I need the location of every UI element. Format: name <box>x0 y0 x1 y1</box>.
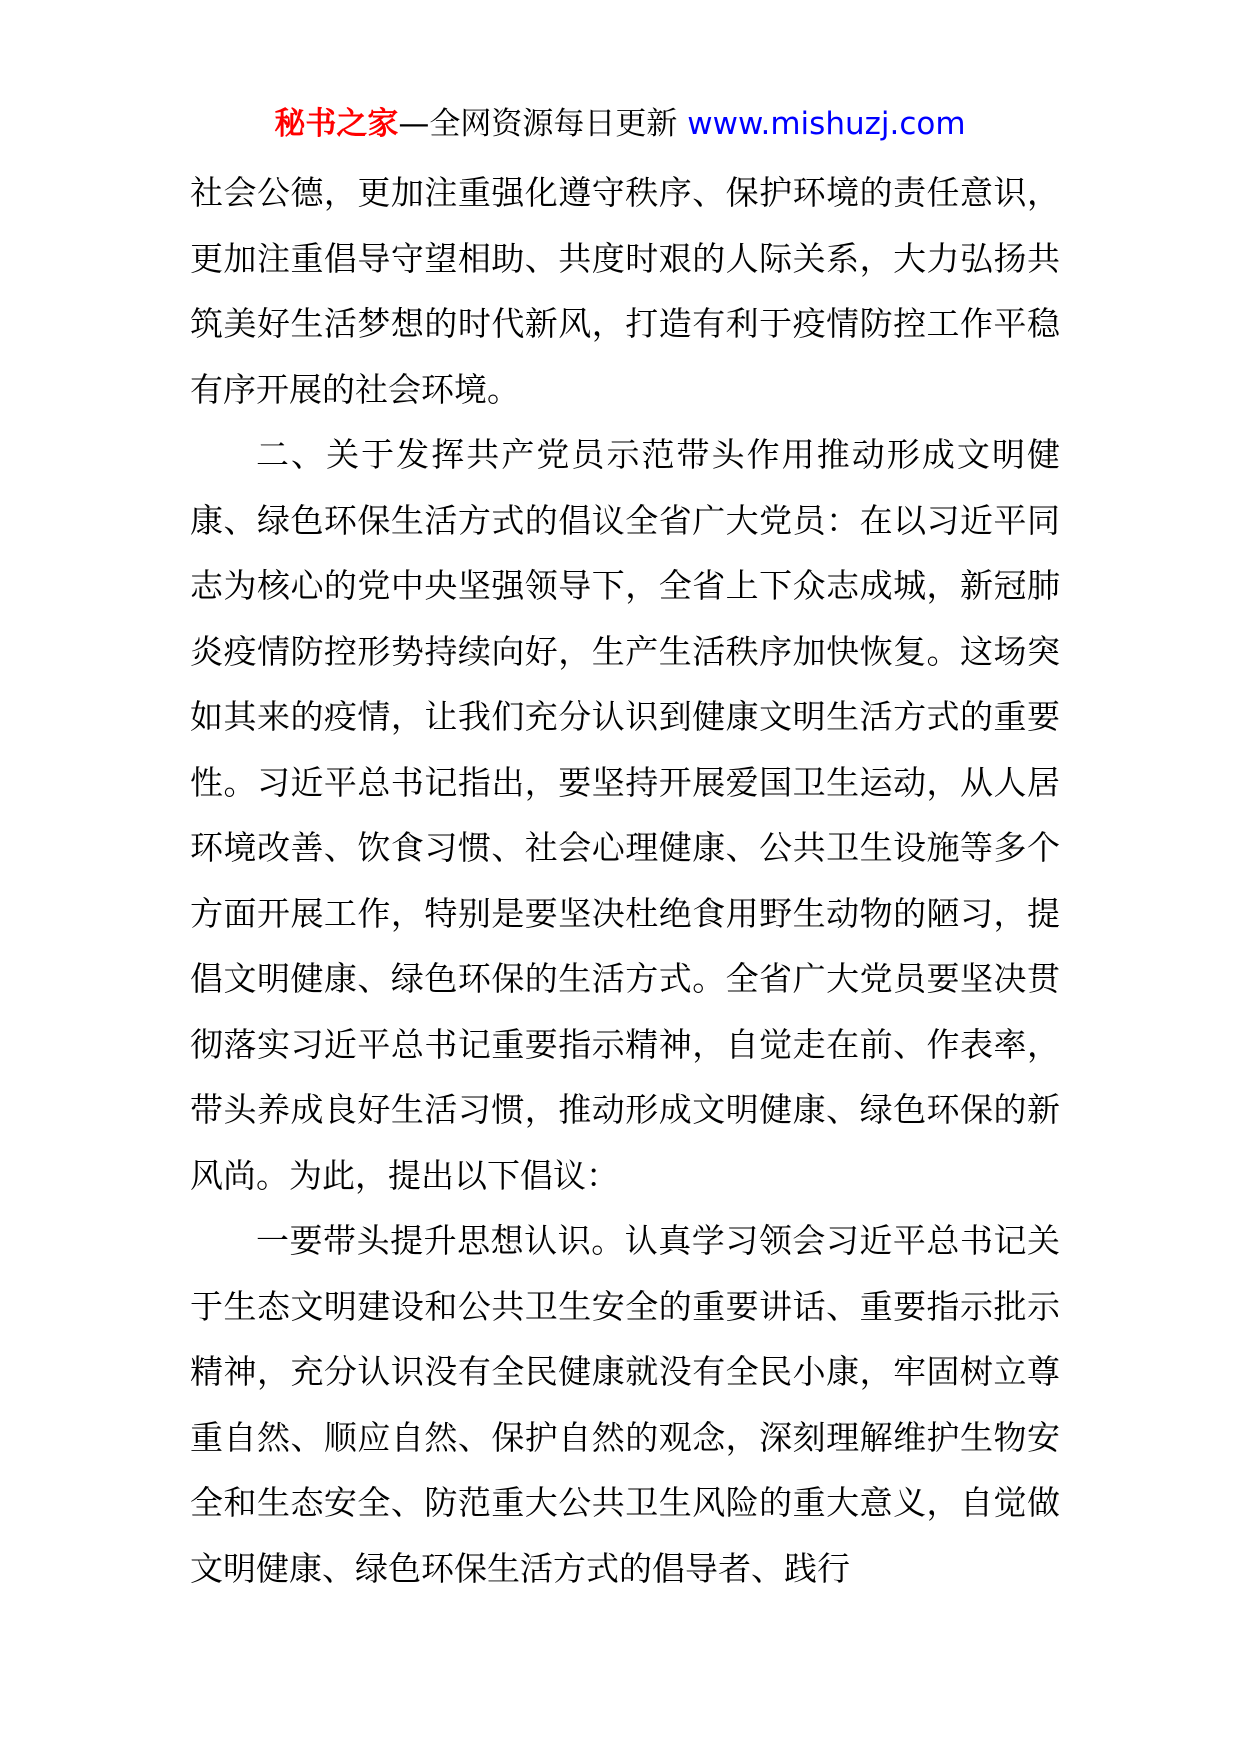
paragraph-continuation: 社会公德，更加注重强化遵守秩序、保护环境的责任意识，更加注重倡导守望相助、共度时艰的人际关系，大力弘扬共筑美好生活梦想的时代新风，打造有利于疫情防控工作平稳有序开展的社会环境。 <box>190 173 1060 409</box>
site-slogan: —全网资源每日更新 <box>398 106 678 142</box>
site-url-link[interactable]: www.mishuzj.com <box>687 106 966 142</box>
paragraph-initiative: 二、关于发挥共产党员示范带头作用推动形成文明健康、绿色环保生活方式的倡议全省广大党员：在以习近平同志为核心的党中央坚强领导下，全省上下众志成城，新冠肺炎疫情防控形势持续向好，生产生活秩序加快恢复。这场突如其来的疫情，让我们充分认识到健康文明生活方式的重要性。习近平总书记指出，要坚持开展爱国卫生运动，从人居环境改善、饮食习惯、社会心理健康、公共卫生设施等多个方面开展工作，特别是要坚决杜绝食用野生动物的陋习，提倡文明健康、绿色环保的生活方式。全省广大党员要坚决贯彻落实习近平总书记重要指示精神，自觉走在前、作表率，带头养成良好生活习惯，推动形成文明健康、绿色环保的新风尚。为此，提出以下倡议： <box>190 435 1060 1195</box>
paragraph-point-one: 一要带头提升思想认识。认真学习领会习近平总书记关于生态文明建设和公共卫生安全的重要讲话、重要指示批示精神，充分认识没有全民健康就没有全民小康，牢固树立尊重自然、顺应自然、保护自然的观念，深刻理解维护生物安全和生态安全、防范重大公共卫生风险的重大意义，自觉做文明健康、绿色环保生活方式的倡导者、践行 <box>190 1221 1060 1588</box>
site-brand: 秘书之家 <box>274 106 399 142</box>
site-header <box>0 104 1240 144</box>
document-body <box>190 160 1060 1601</box>
